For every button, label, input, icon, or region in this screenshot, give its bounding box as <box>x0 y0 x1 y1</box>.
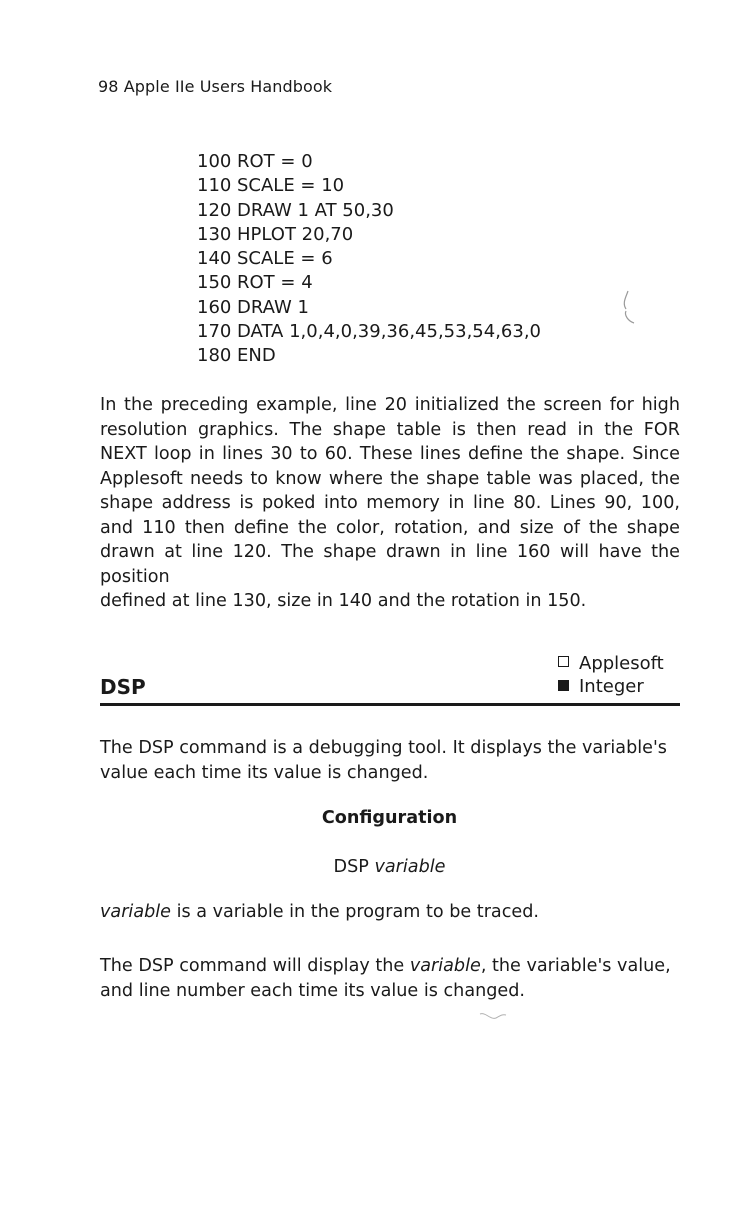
section-divider <box>100 703 680 706</box>
availability-label: Integer <box>579 676 644 697</box>
code-line <box>197 150 541 174</box>
code-line <box>197 296 541 320</box>
detail-prefix: The DSP command will display the <box>100 956 405 976</box>
detail-term: variable <box>409 956 481 976</box>
pencil-mark-icon <box>478 1010 508 1022</box>
configuration-heading: Configuration <box>321 808 458 828</box>
book-title: Apple IIe Users Handbook <box>123 77 333 96</box>
page-number: 98 <box>98 77 119 96</box>
line-number: 180 <box>197 345 232 367</box>
line-number: 150 <box>197 272 232 294</box>
explanation-last-line: defined at line 130, size in 140 and the rotation in 150. <box>100 591 587 611</box>
availability-legend <box>558 652 664 698</box>
code-text: SCALE = 6 <box>237 248 333 270</box>
code-line <box>197 344 541 368</box>
code-text: DATA 1,0,4,0,39,36,45,53,54,63,0 <box>237 321 541 343</box>
parameter-term: variable <box>100 902 171 922</box>
filled-box-icon <box>558 680 569 691</box>
code-text: END <box>237 345 276 367</box>
code-line <box>197 320 541 344</box>
code-line <box>197 271 541 295</box>
code-listing <box>197 150 541 369</box>
availability-integer <box>558 675 664 698</box>
line-number: 120 <box>197 199 232 221</box>
dsp-detail-paragraph <box>100 954 680 1003</box>
syntax-parameter: variable <box>374 857 446 877</box>
code-text: HPLOT 20,70 <box>237 223 354 245</box>
example-explanation-paragraph <box>100 393 680 614</box>
pencil-mark-icon <box>610 285 650 335</box>
detail-suffix: , the variable's value, and line number each time its value is changed. <box>100 956 671 1001</box>
explanation-body: In the preceding example, line 20 initialized the screen for high resolution graphics. The shape table is then read in the FOR NEXT loop in lines 30 to 60. These lines define the shape. Since Applesoft needs to know where the shape table was placed, the shape address is poked into memory in line 80. Lines 90, 100, and 110 then define the color, rotation, and size of the shape drawn at line 120. The shape drawn in line 160 will have the position <box>100 395 680 587</box>
line-number: 100 <box>197 151 232 172</box>
availability-applesoft <box>558 652 664 675</box>
code-text: ROT = 4 <box>237 272 313 294</box>
code-line <box>197 247 541 271</box>
open-box-icon <box>558 656 569 667</box>
code-text: DRAW 1 <box>237 296 309 318</box>
line-number: 140 <box>197 248 232 270</box>
code-line <box>197 174 541 198</box>
code-line <box>197 223 541 247</box>
syntax-command: DSP <box>333 857 369 877</box>
code-text: DRAW 1 AT 50,30 <box>237 199 394 221</box>
configuration-syntax <box>0 857 731 877</box>
code-text: ROT = 0 <box>237 151 313 172</box>
parameter-description <box>100 900 680 925</box>
line-number: 130 <box>197 223 232 245</box>
code-text: SCALE = 10 <box>237 175 345 197</box>
availability-label: Applesoft <box>579 653 664 674</box>
line-number: 170 <box>197 321 232 343</box>
dsp-intro-paragraph: The DSP command is a debugging tool. It displays the variable's value each time its value is changed. <box>100 738 667 783</box>
page-header <box>98 77 332 96</box>
section-title: DSP <box>100 675 146 699</box>
code-line <box>197 199 541 223</box>
line-number: 160 <box>197 296 232 318</box>
line-number: 110 <box>197 175 232 197</box>
parameter-text: is a variable in the program to be traced. <box>176 902 539 922</box>
